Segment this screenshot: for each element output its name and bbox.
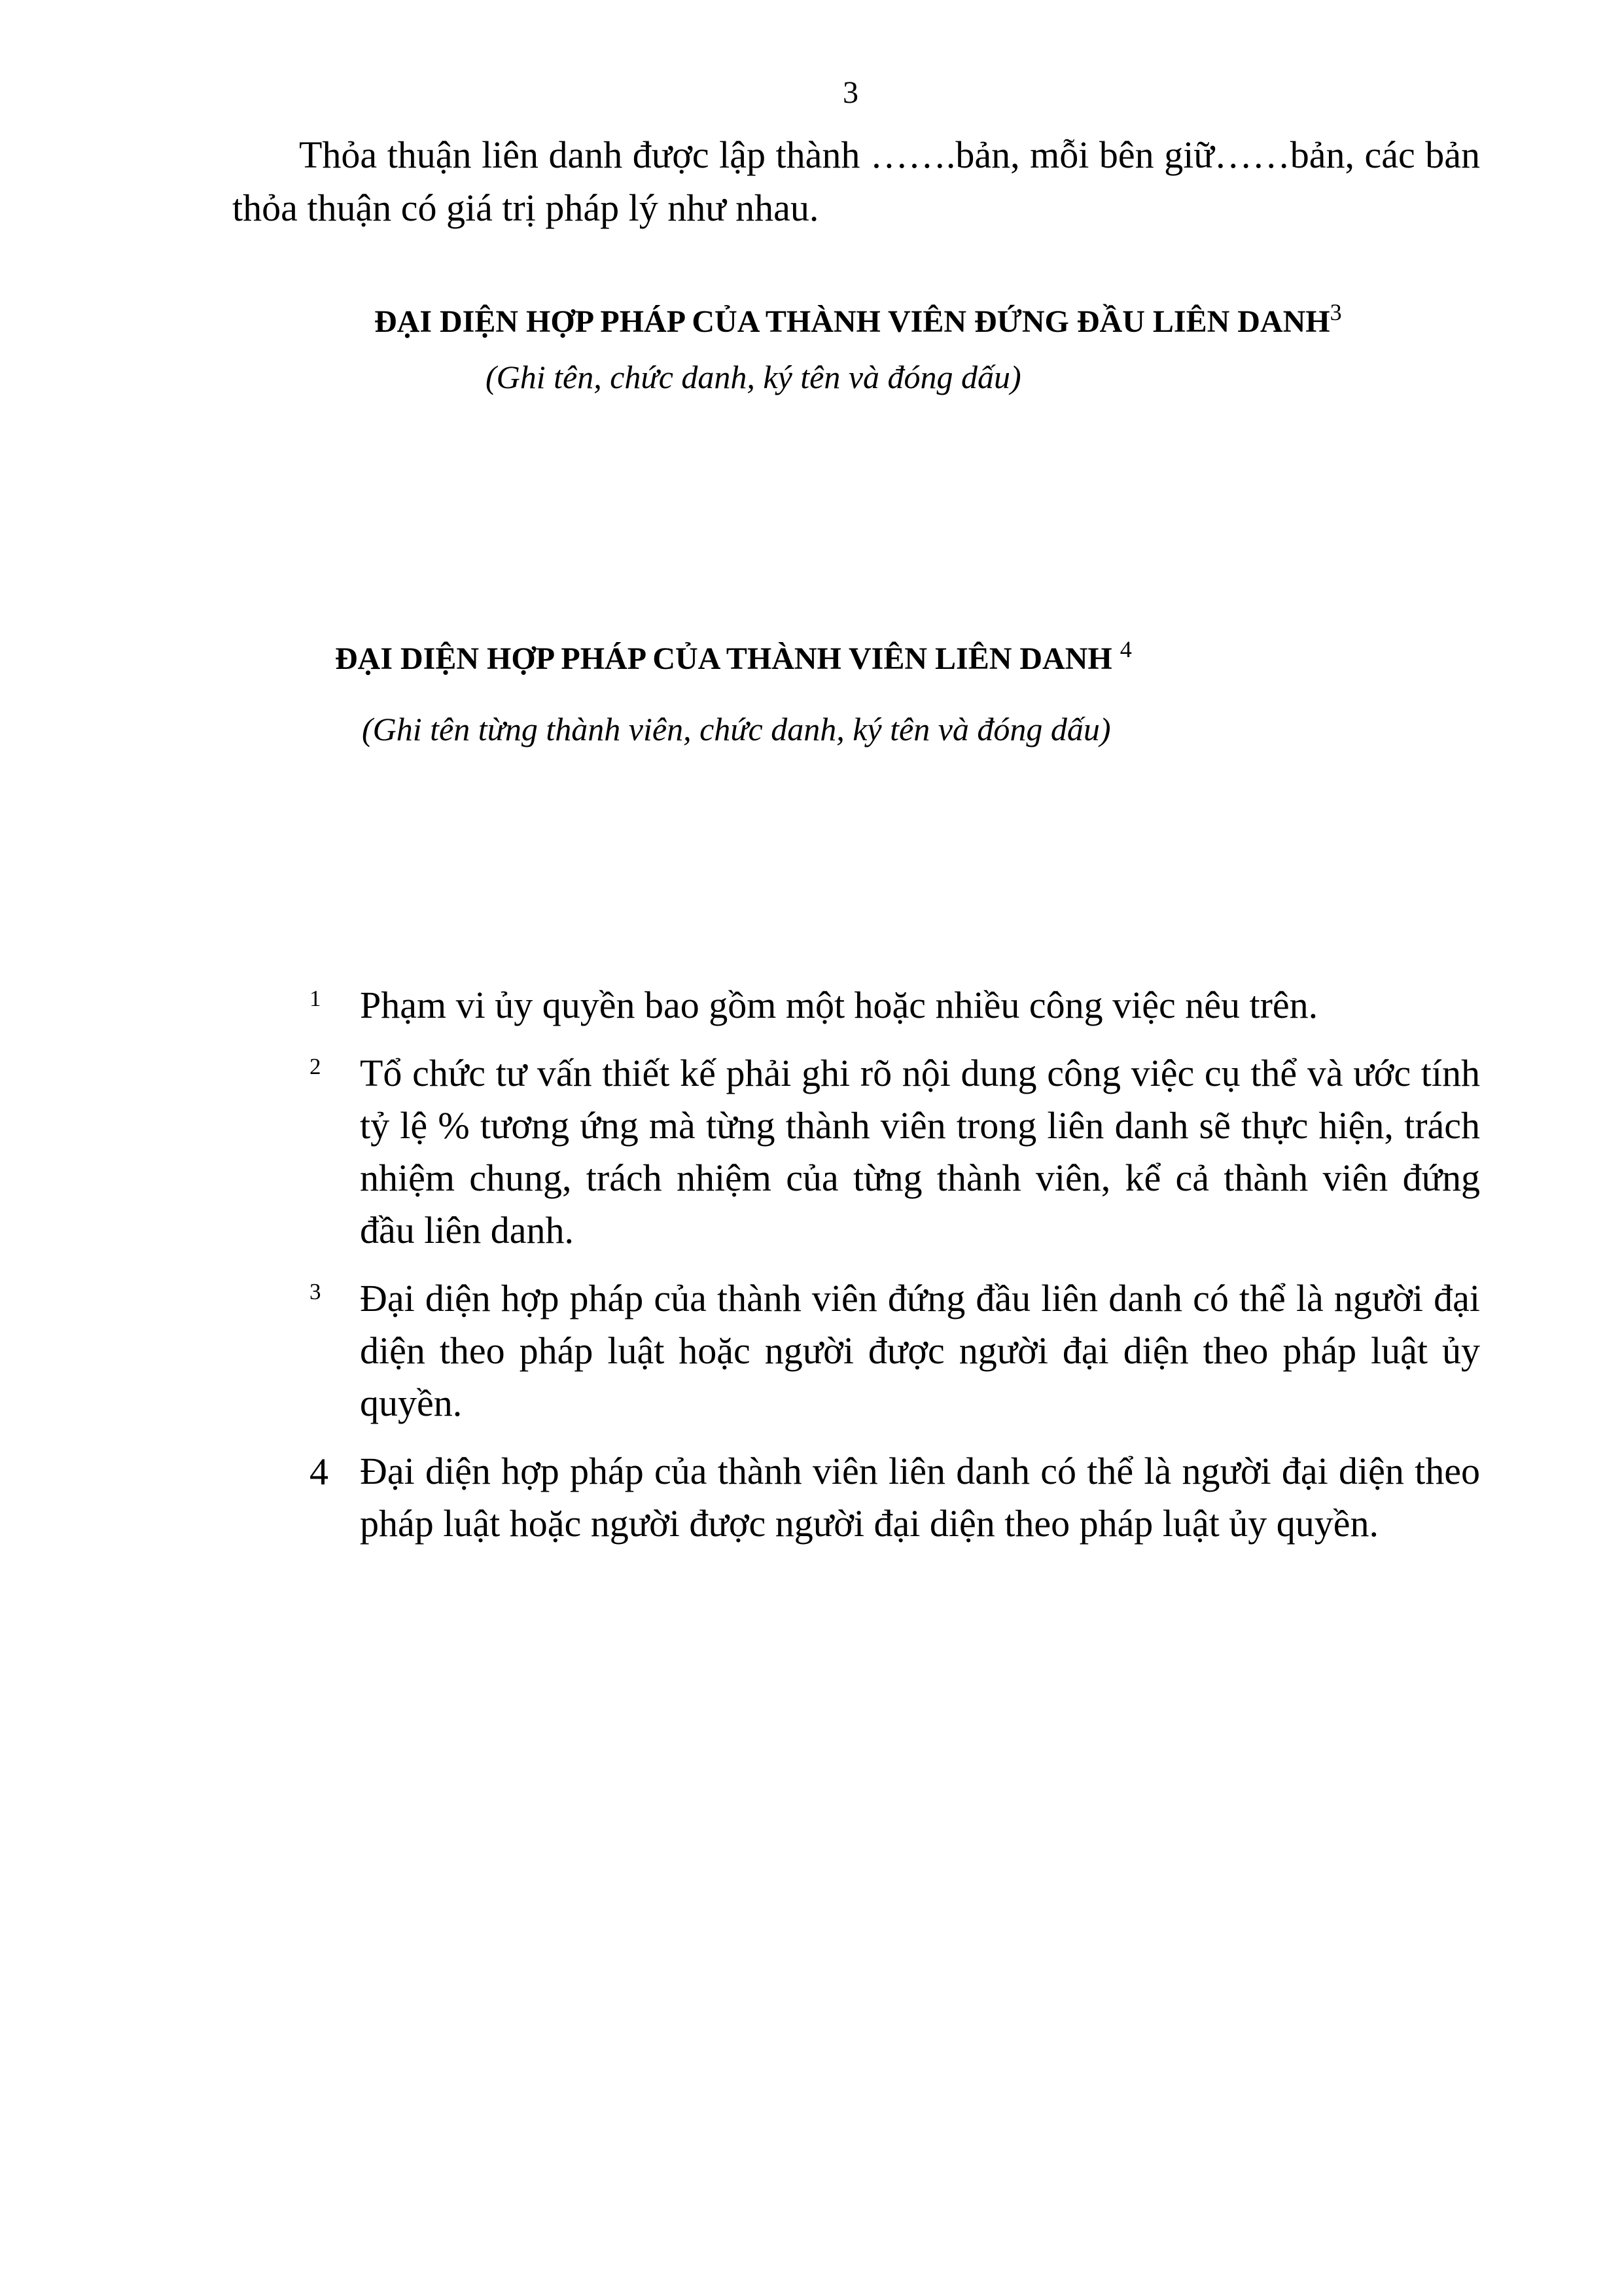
footnote-number: 3	[309, 1279, 321, 1304]
footnote-text: Tổ chức tư vấn thiết kế phải ghi rõ nội dung công việc cụ thể và ước tính tỷ lệ % tương ứng mà từng thành viên trong liên danh sẽ thực hiện, trách nhiệm chung, trách nhiệm của từng thành viên, kể cả thành viên đứng đầu liên danh.	[360, 1052, 1480, 1251]
footnote-text: Đại diện hợp pháp của thành viên liên danh có thể là người đại diện theo pháp luật hoặc người được người đại diện theo pháp luật ủy quyền.	[360, 1450, 1480, 1545]
lead-member-heading-text: ĐẠI DIỆN HỢP PHÁP CỦA THÀNH VIÊN ĐỨNG ĐẦU LIÊN DANH	[374, 304, 1330, 339]
member-signature-instruction: (Ghi tên từng thành viên, chức danh, ký tên và đóng dấu)	[362, 711, 1111, 747]
lead-member-signature-instruction: (Ghi tên, chức danh, ký tên và đóng dấu)	[485, 359, 1021, 395]
member-representative-heading	[335, 636, 1132, 679]
page-number: 3	[843, 75, 858, 110]
footnote-number: 4	[309, 1450, 328, 1493]
footnotes-section	[309, 979, 1480, 1566]
footnote-item	[309, 1047, 1480, 1257]
lead-member-representative-heading	[374, 299, 1342, 342]
footnote-number: 1	[309, 986, 321, 1011]
footnote-item	[309, 979, 1480, 1031]
footnote-text: Đại diện hợp pháp của thành viên đứng đầu liên danh có thể là người đại diện theo pháp luật hoặc người được người đại diện theo pháp luật ủy quyền.	[360, 1277, 1480, 1424]
agreement-copies-paragraph: Thỏa thuận liên danh được lập thành …….bản, mỗi bên giữ……bản, các bản thỏa thuận có giá trị pháp lý như nhau.	[232, 134, 1480, 229]
footnote-ref-3[interactable]: 3	[1330, 299, 1342, 325]
footnote-number: 2	[309, 1054, 321, 1079]
footnote-text: Phạm vi ủy quyền bao gồm một hoặc nhiều công việc nêu trên.	[360, 984, 1318, 1026]
member-heading-text: ĐẠI DIỆN HỢP PHÁP CỦA THÀNH VIÊN LIÊN DANH	[335, 641, 1120, 676]
footnote-item	[309, 1445, 1480, 1550]
footnote-item	[309, 1272, 1480, 1429]
footnote-ref-4[interactable]: 4	[1120, 636, 1132, 662]
